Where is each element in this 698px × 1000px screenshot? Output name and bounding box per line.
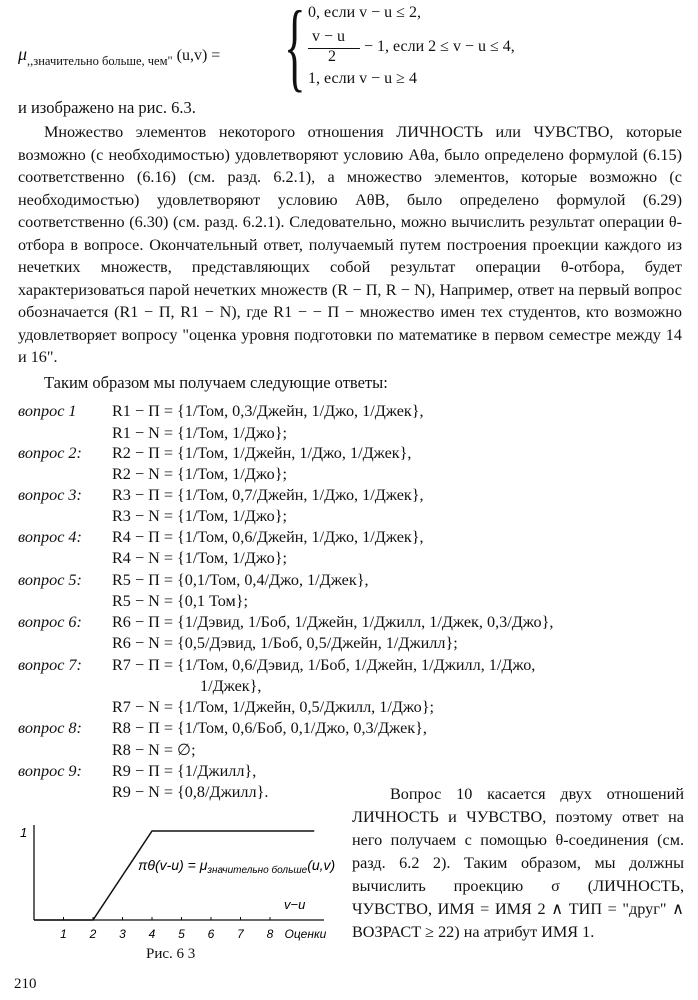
mu-symbol: μ (18, 44, 28, 64)
answer-label: вопрос 1 (18, 402, 77, 420)
answer-line: R2 − Π = {1/Том, 1/Джейн, 1/Джо, 1/Джек}, (112, 444, 412, 462)
formula-case-1: 0, если v − u ≤ 2, (308, 4, 421, 21)
curve-label: $\pi\theta(v-u) = \mu_{значительно больше}(u,v)$ (138, 857, 336, 876)
formula-case-2-rest: − 1, если 2 ≤ v − u ≤ 4, (364, 38, 515, 55)
page-number: 210 (14, 976, 37, 992)
answer-line: R9 − Π = {1/Джилл}, (112, 762, 257, 780)
x-tick-label: 8 (266, 927, 274, 941)
answer-label: вопрос 5: (18, 571, 82, 589)
answer-label: вопрос 2: (18, 444, 82, 462)
formula-case-3: 1, если v − u ≥ 4 (308, 70, 417, 87)
answer-label: вопрос 9: (18, 762, 82, 780)
x-tick-label: 3 (119, 927, 126, 941)
answer-line: R5 − Π = {0,1/Том, 0,4/Джо, 1/Джек}, (112, 571, 369, 589)
answer-line: R6 − N = {0,5/Дэвид, 1/Боб, 0,5/Джейн, 1/Джилл}; (112, 634, 458, 652)
intro-line: и изображено на рис. 6.3. (18, 98, 196, 117)
formula-lhs (18, 44, 221, 68)
answer-line: 1/Джек}, (200, 677, 262, 695)
answers-intro: Таким образом мы получаем следующие ответы: (44, 373, 388, 392)
x-tick-label: 5 (178, 927, 185, 941)
answer-line: R3 − N = {1/Том, 1/Джо}; (112, 507, 287, 525)
answer-line: R1 − N = {1/Том, 1/Джо}; (112, 424, 287, 442)
formula-args: (u,v) = (176, 47, 221, 64)
answer-line: R2 − N = {1/Том, 1/Джо}; (112, 465, 287, 483)
x-tick-label: 2 (89, 927, 97, 941)
answer-line: R5 − N = {0,1 Том}; (112, 592, 249, 610)
answer-line: R4 − N = {1/Том, 1/Джо}; (112, 549, 287, 567)
answer-line: R7 − Π = {1/Том, 0,6/Дэвид, 1/Боб, 1/Джейн, 1/Джилл, 1/Джо, (112, 656, 536, 674)
answer-line: R6 − Π = {1/Дэвид, 1/Боб, 1/Джейн, 1/Джилл, 1/Джек, 0,3/Джо}, (112, 613, 554, 631)
x-tick-label: 4 (148, 927, 156, 941)
main-paragraph: Множество элементов некоторого отношения ЛИЧНОСТЬ или ЧУВСТВО, которые возможно (с необходимостью) удовлетворяют условию Aθa, было определено формулой (6.15) соответственно (6.16) (см. разд. 6.2.1), а множество элементов, которые возможно (с необходимостью) удовлетворяют условию AθB, было определено формулой (6.29) соответственно (6.30) (см. разд. 6.2.1). Следовательно, можно вычислить результат операции θ-отбора в вопросе. Окончательный ответ, получаемый путем построения проекции каждого из нечетких множеств, представляющих собой результат операции θ-отбора, будет характеризоваться парой нечетких множеств (R − Π, R − N), Например, ответ на первый вопрос обозначается (R1 − Π, R1 − N), где R1 − − Π − множество имен тех студентов, кто возможно удовлетворяет вопросу "оценка уровня подготовки по математике в первом семестре между 14 и 16". (18, 123, 682, 366)
x-tick-label: 1 (60, 927, 67, 941)
x-tick-label: Оценки (284, 927, 327, 941)
answer-line: R4 − Π = {1/Том, 0,6/Джейн, 1/Джо, 1/Джек}, (112, 528, 424, 546)
answer-label: вопрос 8: (18, 719, 82, 737)
membership-chart (14, 815, 344, 945)
mu-subscript: ,,значительно больше, чем" (27, 54, 173, 68)
x-tick-label: 7 (237, 927, 244, 941)
side-paragraph: Вопрос 10 касается двух отношений ЛИЧНОСТЬ и ЧУВСТВО, поэтому ответ на него получаем с помощью θ-соединения (см. разд. 6.2 2). Таким образом, мы должны вычислить проекцию σ (ЛИЧНОСТЬ, ЧУВСТВО, ИМЯ = ИМЯ 2 ∧ ТИП = "друг" ∧ ВОЗРАСТ ≥ 22) на атрибут ИМЯ 1. (352, 785, 684, 941)
answer-label: вопрос 7: (18, 656, 82, 674)
answer-line: R9 − N = {0,8/Джилл}. (112, 783, 269, 801)
answer-line: R8 − Π = {1/Том, 0,6/Боб, 0,1/Джо, 0,3/Джек}, (112, 719, 427, 737)
answer-label: вопрос 4: (18, 528, 82, 546)
y-tick-label: 1 (20, 825, 28, 840)
answer-line: R7 − N = {1/Том, 1/Джейн, 0,5/Джилл, 1/Джо}; (112, 698, 435, 716)
figure-caption: Рис. 6 3 (146, 946, 196, 962)
answer-label: вопрос 6: (18, 613, 82, 631)
brace: { (284, 0, 306, 101)
answer-line: R1 − Π = {1/Том, 0,3/Джейн, 1/Джо, 1/Джек}, (112, 402, 424, 420)
answer-label: вопрос 3: (18, 486, 82, 504)
answer-line: R8 − N = ∅; (112, 741, 196, 759)
axis-label: v−u (284, 897, 306, 912)
answer-line: R3 − Π = {1/Том, 0,7/Джейн, 1/Джо, 1/Джек}, (112, 486, 424, 504)
formula-case-2-denominator: 2 (328, 48, 336, 65)
x-tick-label: 6 (207, 927, 215, 941)
formula-case-2-numerator: v − u (312, 28, 346, 45)
